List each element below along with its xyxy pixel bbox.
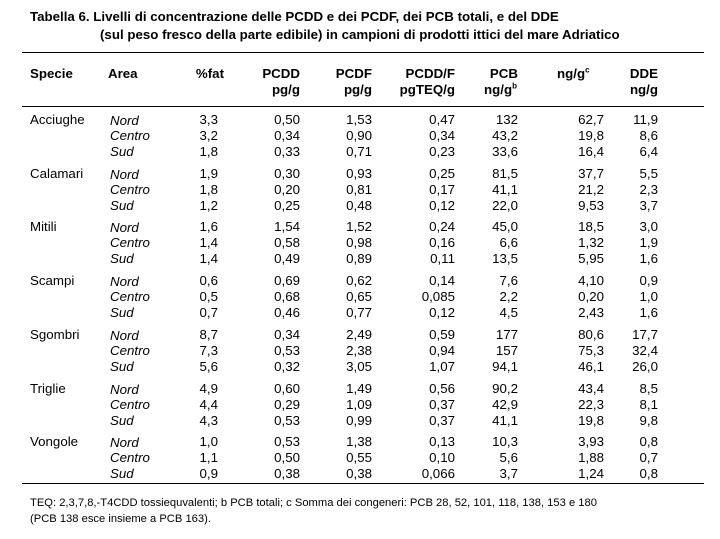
- cell-pcdd: 0,29: [274, 396, 300, 412]
- cell-pcb: 94,1: [492, 358, 518, 374]
- cell-pcb: 22,0: [492, 197, 518, 213]
- cell-pcdd: 0,30: [274, 165, 300, 181]
- cell-fat: 3,3: [199, 112, 218, 127]
- cell-pcdd: 0,34: [274, 128, 300, 143]
- cell-dde: 26,0: [632, 358, 658, 374]
- header-pcdf: PCDF: [335, 66, 372, 81]
- cell-ngg: 62,7: [578, 112, 604, 127]
- area-label: Nord: [110, 435, 139, 451]
- cell-pcdd: 0,53: [274, 412, 300, 428]
- area-label: Centro: [110, 235, 150, 251]
- cell-fat: 1,8: [199, 181, 218, 197]
- cell-ngg: 21,2: [578, 181, 604, 197]
- cell-pcdf: 0,65: [346, 289, 372, 305]
- header-pcb-unit: [484, 82, 517, 98]
- cell-fat: 1,8: [199, 144, 218, 159]
- cell-pcdd: 0,34: [274, 326, 300, 342]
- area-label: Sud: [110, 412, 134, 428]
- cell-pcdd: 0,49: [274, 251, 300, 267]
- cell-pcdf: 1,49: [346, 380, 372, 396]
- cell-pcdd: 0,46: [274, 305, 300, 321]
- cell-dde: 3,0: [639, 219, 658, 235]
- cell-ngg: 37,7: [578, 165, 604, 181]
- area-label: Centro: [110, 450, 150, 466]
- cell-fat: 4,9: [199, 380, 218, 396]
- cell-fat: 1,4: [199, 251, 218, 267]
- area-label: Sud: [110, 251, 134, 267]
- cell-teq: 0,56: [429, 380, 455, 396]
- cell-fat: 0,5: [199, 289, 218, 305]
- cell-dde: 1,6: [639, 251, 658, 267]
- area-label: Sud: [110, 305, 134, 321]
- header-pcb-superscript: b: [512, 81, 517, 91]
- cell-pcb: 42,9: [492, 396, 518, 412]
- cell-pcdd: 0,53: [274, 342, 300, 358]
- cell-pcdd: 0,58: [274, 235, 300, 251]
- area-label: Nord: [110, 274, 139, 290]
- cell-pcdf: 0,48: [346, 197, 372, 213]
- cell-ngg: 22,3: [578, 396, 604, 412]
- cell-ngg: 19,8: [578, 412, 604, 428]
- cell-pcdd: 0,38: [274, 466, 300, 482]
- header-specie: Specie: [30, 66, 73, 81]
- cell-dde: 32,4: [632, 342, 658, 358]
- cell-pcdf: 0,55: [346, 450, 372, 466]
- cell-fat: 5,6: [199, 358, 218, 374]
- cell-pcdf: 0,99: [346, 412, 372, 428]
- cell-ngg: 46,1: [578, 358, 604, 374]
- cell-pcdd: 0,60: [274, 380, 300, 396]
- area-label: Nord: [110, 381, 139, 397]
- cell-pcdf: 0,98: [346, 235, 372, 251]
- cell-fat: 1,6: [199, 219, 218, 235]
- cell-ngg: 1,88: [578, 450, 604, 466]
- cell-ngg: 1,24: [578, 466, 604, 482]
- area-label: Nord: [110, 113, 139, 128]
- cell-fat: 7,3: [199, 342, 218, 358]
- cell-pcdf: 0,81: [346, 181, 372, 197]
- cell-fat: 4,4: [199, 396, 218, 412]
- cell-pcb: 2,2: [499, 289, 518, 305]
- cell-dde: 1,9: [639, 235, 658, 251]
- cell-pcdf: 1,53: [346, 112, 372, 127]
- cell-pcb: 81,5: [492, 165, 518, 181]
- cell-ngg: 5,95: [578, 251, 604, 267]
- header-pcb: PCB: [489, 66, 518, 81]
- cell-ngg: 19,8: [578, 128, 604, 143]
- header-teq: PCDD/F: [405, 66, 455, 81]
- area-label: Nord: [110, 327, 139, 343]
- header-rule: [22, 106, 704, 107]
- cell-pcb: 7,6: [499, 273, 518, 289]
- cell-fat: 1,0: [199, 434, 218, 450]
- species-label: Mitili: [30, 219, 57, 235]
- cell-teq: 0,37: [429, 396, 455, 412]
- area-label: Centro: [110, 181, 150, 197]
- area-label: Centro: [110, 289, 150, 305]
- cell-pcdf: 1,38: [346, 434, 372, 450]
- header-ngg-superscript: c: [585, 65, 590, 75]
- cell-teq: 0,37: [429, 412, 455, 428]
- cell-teq: 0,10: [429, 450, 455, 466]
- cell-teq: 0,12: [429, 305, 455, 321]
- cell-dde: 6,4: [639, 144, 658, 159]
- cell-dde: 1,6: [639, 305, 658, 321]
- cell-teq: 0,17: [429, 181, 455, 197]
- cell-pcdd: 0,53: [274, 434, 300, 450]
- cell-teq: 0,11: [430, 251, 455, 267]
- cell-pcb: 3,7: [499, 466, 518, 482]
- cell-pcb: 45,0: [492, 219, 518, 235]
- species-label: Triglie: [30, 380, 66, 396]
- caption-line-2: (sul peso fresco della parte edibile) in campioni di prodotti ittici del mare Adriatico: [100, 27, 620, 42]
- cell-pcdd: 0,25: [274, 197, 300, 213]
- top-rule: [22, 52, 704, 53]
- cell-teq: 0,25: [429, 165, 455, 181]
- area-label: Sud: [110, 358, 134, 374]
- cell-dde: 0,8: [639, 434, 658, 450]
- cell-dde: 0,9: [639, 273, 658, 289]
- area-label: Centro: [110, 342, 150, 358]
- cell-dde: 11,9: [633, 112, 658, 127]
- cell-pcdf: 0,62: [346, 273, 372, 289]
- cell-pcb: 41,1: [492, 412, 518, 428]
- cell-pcb: 6,6: [499, 235, 518, 251]
- cell-teq: 0,16: [429, 235, 455, 251]
- header-pcdf-unit: pg/g: [343, 82, 372, 97]
- cell-fat: 0,9: [199, 466, 218, 482]
- cell-teq: 1,07: [429, 358, 455, 374]
- cell-pcdf: 2,38: [346, 342, 372, 358]
- cell-pcdd: 0,32: [274, 358, 300, 374]
- footnote-line-1: TEQ: 2,3,7,8,-T4CDD tossiequvalenti; b PCB totali; c Somma dei congeneri: PCB 28, 52, 101, 118, 138, 153 e 180: [30, 497, 597, 509]
- header-teq-unit: pgTEQ/g: [399, 82, 455, 97]
- area-label: Sud: [110, 466, 134, 482]
- cell-ngg: 4,10: [578, 273, 604, 289]
- cell-pcb: 177: [495, 326, 518, 342]
- cell-pcdf: 0,77: [346, 305, 372, 321]
- cell-pcdf: 0,71: [346, 144, 372, 159]
- cell-fat: 8,7: [199, 326, 218, 342]
- header-ngg-text: ng/g: [557, 66, 586, 81]
- cell-pcb: 132: [495, 112, 518, 127]
- area-label: Nord: [110, 220, 139, 236]
- cell-pcdf: 3,05: [346, 358, 372, 374]
- cell-dde: 8,5: [639, 380, 658, 396]
- header-dde-unit: ng/g: [629, 82, 658, 97]
- cell-pcdd: 0,33: [274, 144, 300, 159]
- area-label: Nord: [110, 166, 139, 182]
- cell-dde: 2,3: [639, 181, 658, 197]
- cell-pcdd: 0,50: [274, 112, 300, 127]
- cell-teq: 0,94: [429, 342, 455, 358]
- cell-ngg: 2,43: [578, 305, 604, 321]
- cell-ngg: 1,32: [578, 235, 604, 251]
- cell-pcdf: 0,38: [346, 466, 372, 482]
- cell-teq: 0,34: [429, 128, 455, 143]
- cell-pcb: 13,5: [492, 251, 518, 267]
- cell-ngg: 75,3: [578, 342, 604, 358]
- cell-fat: 1,1: [199, 450, 218, 466]
- cell-pcb: 90,2: [492, 380, 518, 396]
- bottom-rule: [22, 483, 704, 484]
- cell-fat: 0,6: [199, 273, 218, 289]
- cell-dde: 8,6: [639, 128, 658, 143]
- cell-teq: 0,47: [429, 112, 455, 127]
- cell-teq: 0,066: [421, 466, 455, 482]
- cell-teq: 0,14: [429, 273, 455, 289]
- cell-dde: 0,7: [639, 450, 658, 466]
- cell-teq: 0,24: [429, 219, 455, 235]
- cell-pcb: 4,5: [499, 305, 518, 321]
- cell-pcdf: 0,89: [346, 251, 372, 267]
- cell-fat: 4,3: [199, 412, 218, 428]
- cell-ngg: 18,5: [578, 219, 604, 235]
- area-label: Centro: [110, 128, 150, 143]
- cell-pcb: 157: [495, 342, 518, 358]
- cell-fat: 0,7: [199, 305, 218, 321]
- cell-dde: 5,5: [639, 165, 658, 181]
- header-fat: %fat: [195, 66, 224, 81]
- cell-pcdd: 0,50: [274, 450, 300, 466]
- cell-pcdd: 0,69: [274, 273, 300, 289]
- cell-pcb: 33,6: [492, 144, 518, 159]
- cell-dde: 17,7: [632, 326, 658, 342]
- footnote: [30, 495, 710, 527]
- cell-dde: 9,8: [639, 412, 658, 428]
- cell-teq: 0,59: [429, 326, 455, 342]
- cell-pcb: 5,6: [499, 450, 518, 466]
- header-dde: DDE: [629, 66, 658, 81]
- caption-line-1: Tabella 6. Livelli di concentrazione delle PCDD e dei PCDF, dei PCB totali, e del DDE: [30, 9, 559, 24]
- cell-ngg: 0,20: [578, 289, 604, 305]
- cell-teq: 0,12: [429, 197, 455, 213]
- footnote-line-2: (PCB 138 esce insieme a PCB 163).: [30, 513, 211, 525]
- cell-pcdd: 1,54: [274, 219, 300, 235]
- cell-teq: 0,23: [429, 144, 455, 159]
- cell-dde: 3,7: [639, 197, 658, 213]
- header-pcdd: PCDD: [262, 66, 300, 81]
- cell-pcdf: 2,49: [346, 326, 372, 342]
- cell-pcdf: 1,09: [346, 396, 372, 412]
- cell-fat: 1,2: [199, 197, 218, 213]
- species-label: Acciughe: [30, 112, 85, 127]
- cell-pcb: 10,3: [492, 434, 518, 450]
- cell-teq: 0,085: [421, 289, 455, 305]
- species-label: Vongole: [30, 434, 79, 450]
- species-label: Sgombri: [30, 326, 80, 342]
- table-caption: [30, 8, 620, 44]
- area-label: Sud: [110, 197, 134, 213]
- cell-ngg: 80,6: [578, 326, 604, 342]
- cell-fat: 1,9: [199, 165, 218, 181]
- cell-pcdd: 0,68: [274, 289, 300, 305]
- cell-pcdf: 0,93: [346, 165, 372, 181]
- cell-fat: 1,4: [199, 235, 218, 251]
- cell-ngg: 16,4: [578, 144, 604, 159]
- cell-pcb: 43,2: [492, 128, 518, 143]
- cell-dde: 1,0: [639, 289, 658, 305]
- cell-pcdd: 0,20: [274, 181, 300, 197]
- cell-teq: 0,13: [429, 434, 455, 450]
- cell-fat: 3,2: [199, 128, 218, 143]
- cell-ngg: 3,93: [578, 434, 604, 450]
- area-label: Centro: [110, 396, 150, 412]
- header-pcb-unit-text: ng/g: [484, 82, 513, 97]
- cell-ngg: 9,53: [578, 197, 604, 213]
- cell-ngg: 43,4: [578, 380, 604, 396]
- species-label: Calamari: [30, 165, 84, 181]
- header-area: Area: [108, 66, 138, 81]
- cell-dde: 0,8: [639, 466, 658, 482]
- area-label: Sud: [110, 144, 134, 159]
- header-ngg: [557, 66, 590, 82]
- species-label: Scampi: [30, 273, 75, 289]
- cell-pcdf: 0,90: [346, 128, 372, 143]
- cell-pcdf: 1,52: [346, 219, 372, 235]
- header-pcdd-unit: pg/g: [271, 82, 300, 97]
- cell-pcb: 41,1: [492, 181, 518, 197]
- cell-dde: 8,1: [639, 396, 658, 412]
